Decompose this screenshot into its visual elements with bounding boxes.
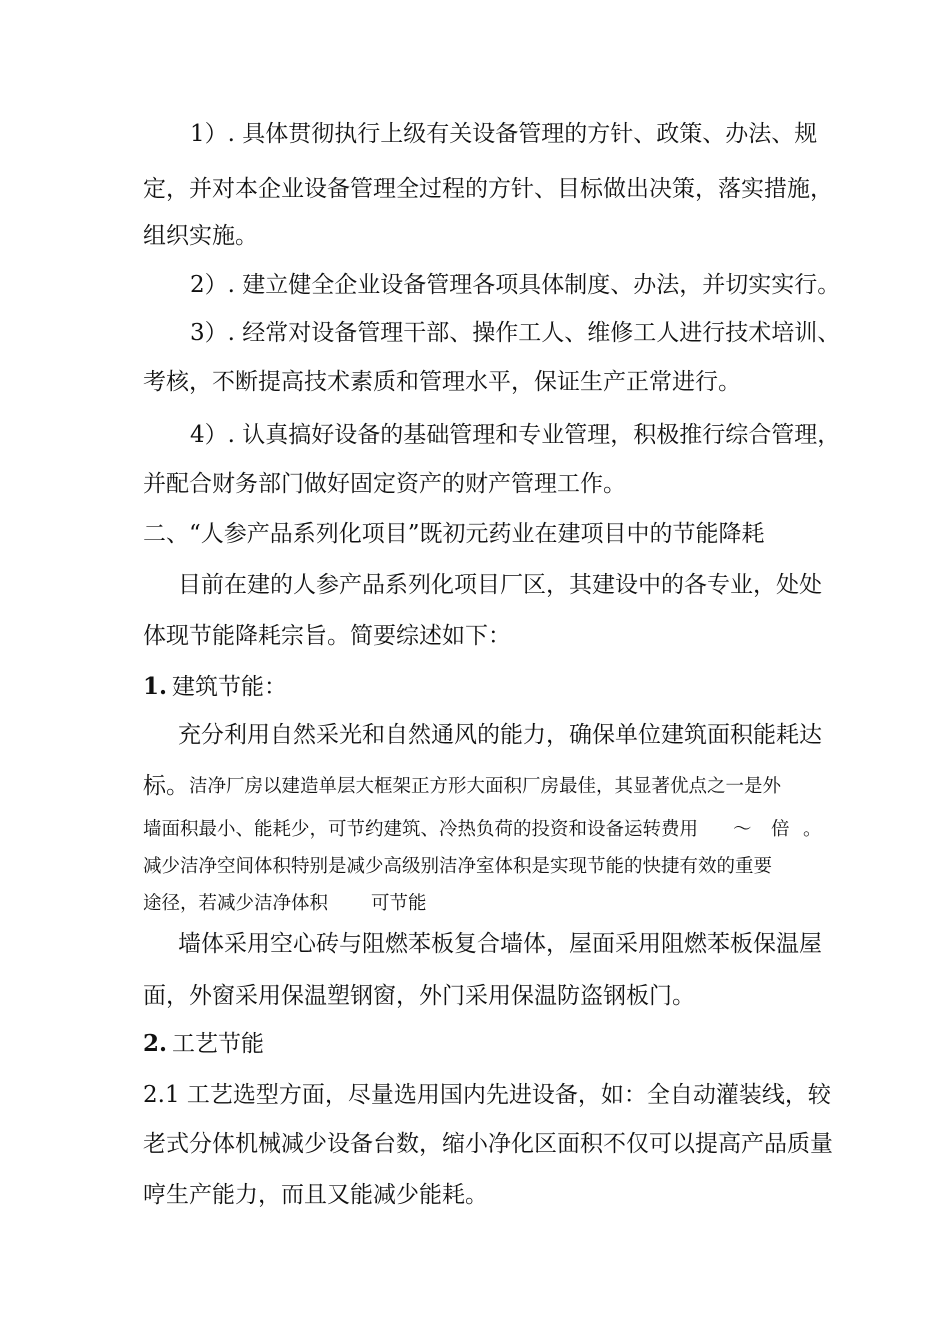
- paragraph-line: 减少洁净空间体积特别是减少高级别洁净室体积是实现节能的快捷有效的重要: [143, 856, 773, 877]
- paragraph-line: 面，外窗采用保温塑钢窗，外门采用保温防盗钢板门。: [143, 983, 695, 1009]
- paragraph-line: 1）. 具体贯彻执行上级有关设备管理的方针、政策、办法、规: [190, 121, 818, 147]
- paragraph-line: 充分利用自然采光和自然通风的能力，确保单位建筑面积能耗达: [178, 722, 822, 748]
- paragraph-line: 组织实施。: [143, 223, 258, 249]
- paragraph-line: 目前在建的人参产品系列化项目厂区，其建设中的各专业，处处: [178, 572, 822, 598]
- paragraph-line: 考核，不断提高技术素质和管理水平，保证生产正常进行。: [143, 369, 741, 395]
- paragraph-line: 哼生产能力，而且又能减少能耗。: [143, 1182, 488, 1208]
- paragraph-line: 4）. 认真搞好设备的基础管理和专业管理，积极推行综合管理，: [190, 422, 841, 448]
- paragraph-line: 墙体采用空心砖与阻燃苯板复合墙体，屋面采用阻燃苯板保温屋: [178, 931, 822, 957]
- subsection-title: 建筑节能：: [172, 674, 287, 700]
- paragraph-line: 2）. 建立健全企业设备管理各项具体制度、办法，并切实实行。: [190, 272, 841, 298]
- subsection-number: 2.: [143, 1030, 168, 1057]
- paragraph-line: 途径，若减少洁净体积: [143, 893, 329, 914]
- paragraph-line: 3）. 经常对设备管理干部、操作工人、维修工人进行技术培训、: [190, 320, 841, 346]
- paragraph-line: 2.1 工艺选型方面，尽量选用国内先进设备，如：全自动灌装线，较: [143, 1082, 831, 1108]
- paragraph-line: 定，并对本企业设备管理全过程的方针、目标做出决策，落实措施，: [143, 176, 833, 202]
- subsection-title: 工艺节能: [172, 1031, 264, 1057]
- paragraph-line: 体现节能降耗宗旨。简要综述如下：: [143, 623, 511, 649]
- paragraph-line: 洁净厂房以建造单层大框架正方形大面积厂房最佳，其显著优点之一是外: [189, 776, 782, 797]
- paragraph-line: 墙面积最小、能耗少，可节约建筑、冷热负荷的投资和设备运转费用: [143, 819, 699, 840]
- paragraph-fragment: 。: [803, 819, 822, 840]
- paragraph-fragment: 可节能: [371, 893, 427, 914]
- paragraph-fragment: ～: [733, 819, 752, 840]
- paragraph-line: 标。: [143, 773, 189, 799]
- section-heading: 二、“人参产品系列化项目”既初元药业在建项目中的节能降耗: [143, 521, 765, 547]
- paragraph-line: 并配合财务部门做好固定资产的财产管理工作。: [143, 471, 626, 497]
- paragraph-fragment: 倍: [771, 819, 790, 840]
- subsection-number: 1.: [143, 673, 168, 700]
- paragraph-line: 老式分体机械减少设备台数，缩小净化区面积不仅可以提高产品质量: [143, 1131, 833, 1157]
